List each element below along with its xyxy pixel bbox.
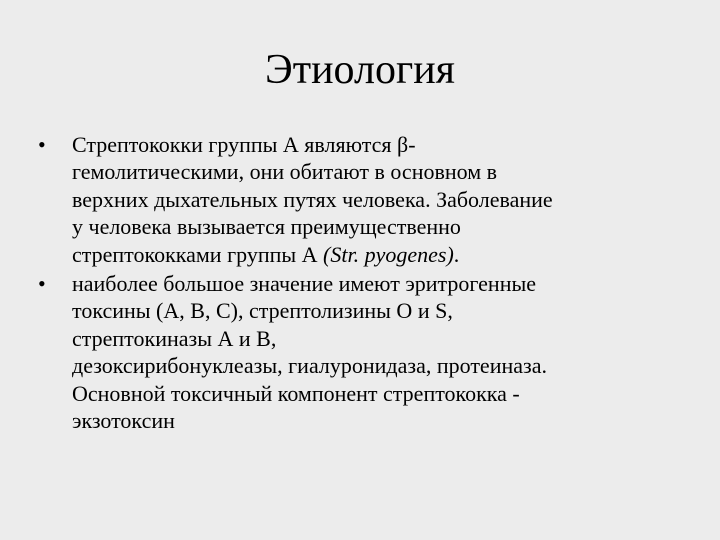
text-line: токсины (А, В, С), стрептолизины О и S, [72, 298, 453, 324]
text-line: стрептокиназы А и В, [72, 325, 277, 351]
text-line: наиболее большое значение имеют эритрогенные [72, 271, 537, 297]
text-line: экзотоксин [72, 408, 175, 434]
text-line: дезоксирибонуклеазы, гиалуронидаза, протеиназа. [72, 353, 547, 379]
species-name: (Str. pyogenes) [323, 241, 454, 267]
bullet-list [36, 131, 696, 436]
text-line [72, 241, 696, 268]
text-line: Стрептококки группы А являются β- [72, 132, 416, 157]
bullet-item-etiology-strep [36, 131, 696, 268]
text-line: верхних дыхательных путях человека. Заболевание [72, 186, 553, 212]
text-segment: стрептококками группы А [72, 241, 324, 267]
slide-title: Этиология [265, 47, 455, 93]
text-line: Основной токсичный компонент стрептококка - [72, 380, 520, 406]
bullet-item-toxins [36, 270, 696, 434]
bullet-icon: • [38, 132, 46, 157]
bullet-icon: • [38, 271, 46, 297]
text-segment: . [453, 241, 460, 267]
text-line: у человека вызывается преимущественно [72, 214, 461, 240]
text-line: гемолитическими, они обитают в основном в [72, 159, 498, 185]
